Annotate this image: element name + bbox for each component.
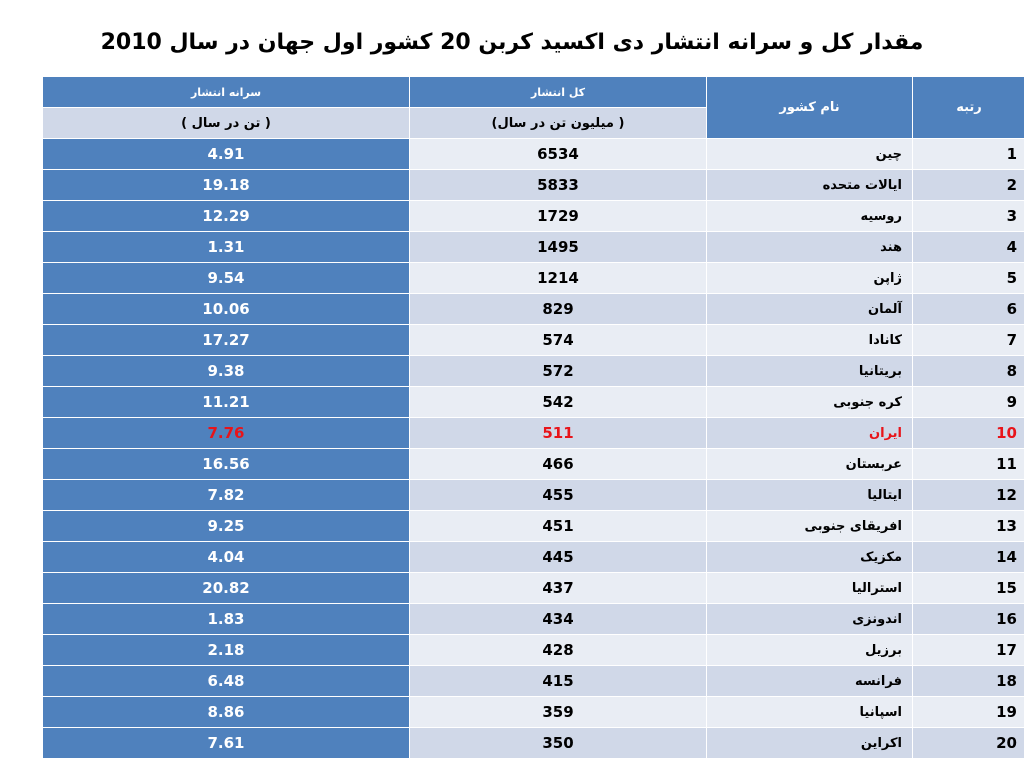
country-cell: اندونزی (707, 604, 913, 635)
country-cell: ایالات متحده (707, 170, 913, 201)
per-capita-cell: 9.25 (43, 511, 410, 542)
table-row (43, 170, 1024, 201)
rank-cell: 20 (913, 728, 1024, 759)
per-capita-cell: 7.61 (43, 728, 410, 759)
table-row (43, 356, 1024, 387)
rank-cell: 3 (913, 201, 1024, 232)
table-row (43, 666, 1024, 697)
per-capita-cell: 7.82 (43, 480, 410, 511)
rank-cell: 11 (913, 449, 1024, 480)
country-cell: ژاپن (707, 263, 913, 294)
country-cell: هند (707, 232, 913, 263)
total-emission-cell: 434 (410, 604, 707, 635)
rank-cell: 8 (913, 356, 1024, 387)
total-emission-cell: 574 (410, 325, 707, 356)
total-emission-cell: 455 (410, 480, 707, 511)
country-cell: آلمان (707, 294, 913, 325)
country-cell: اکراین (707, 728, 913, 759)
table-row (43, 511, 1024, 542)
total-emission-cell: 542 (410, 387, 707, 418)
country-cell: روسیه (707, 201, 913, 232)
table-row (43, 263, 1024, 294)
country-cell: اسپانیا (707, 697, 913, 728)
header-total-unit: ( میلیون تن در سال) (410, 108, 707, 139)
rank-cell: 7 (913, 325, 1024, 356)
per-capita-cell: 1.83 (43, 604, 410, 635)
rank-cell: 4 (913, 232, 1024, 263)
country-cell: برزیل (707, 635, 913, 666)
total-emission-cell: 1214 (410, 263, 707, 294)
rank-cell: 9 (913, 387, 1024, 418)
rank-cell: 15 (913, 573, 1024, 604)
country-cell: استرالیا (707, 573, 913, 604)
per-capita-cell: 11.21 (43, 387, 410, 418)
table-row (43, 728, 1024, 759)
table-row (43, 418, 1024, 449)
rank-cell: 14 (913, 542, 1024, 573)
total-emission-cell: 415 (410, 666, 707, 697)
per-capita-cell: 9.38 (43, 356, 410, 387)
table-row (43, 573, 1024, 604)
per-capita-cell: 12.29 (43, 201, 410, 232)
per-capita-cell: 17.27 (43, 325, 410, 356)
total-emission-cell: 5833 (410, 170, 707, 201)
rank-cell: 6 (913, 294, 1024, 325)
per-capita-cell: 6.48 (43, 666, 410, 697)
country-cell: افریقای جنوبی (707, 511, 913, 542)
table-row (43, 542, 1024, 573)
total-emission-cell: 511 (410, 418, 707, 449)
total-emission-cell: 1729 (410, 201, 707, 232)
total-emission-cell: 466 (410, 449, 707, 480)
rank-cell: 19 (913, 697, 1024, 728)
total-emission-cell: 437 (410, 573, 707, 604)
country-cell: ایران (707, 418, 913, 449)
header-country: نام کشور (707, 77, 913, 139)
country-cell: بریتانیا (707, 356, 913, 387)
header-rank: رتبه (913, 77, 1024, 139)
table-body (43, 139, 1024, 759)
header-per-capita: سرانه انتشار (43, 77, 410, 108)
rank-cell: 2 (913, 170, 1024, 201)
country-cell: چین (707, 139, 913, 170)
per-capita-cell: 8.86 (43, 697, 410, 728)
rank-cell: 1 (913, 139, 1024, 170)
per-capita-cell: 4.04 (43, 542, 410, 573)
table-row (43, 635, 1024, 666)
total-emission-cell: 350 (410, 728, 707, 759)
per-capita-cell: 20.82 (43, 573, 410, 604)
total-emission-cell: 451 (410, 511, 707, 542)
per-capita-cell: 10.06 (43, 294, 410, 325)
country-cell: مکزیک (707, 542, 913, 573)
total-emission-cell: 428 (410, 635, 707, 666)
table-row (43, 387, 1024, 418)
rank-cell: 10 (913, 418, 1024, 449)
per-capita-cell: 9.54 (43, 263, 410, 294)
rank-cell: 13 (913, 511, 1024, 542)
total-emission-cell: 445 (410, 542, 707, 573)
total-emission-cell: 359 (410, 697, 707, 728)
per-capita-cell: 7.76 (43, 418, 410, 449)
total-emission-cell: 1495 (410, 232, 707, 263)
table-row (43, 232, 1024, 263)
table-row (43, 604, 1024, 635)
country-cell: ایتالیا (707, 480, 913, 511)
per-capita-cell: 16.56 (43, 449, 410, 480)
table-row (43, 201, 1024, 232)
rank-cell: 18 (913, 666, 1024, 697)
total-emission-cell: 572 (410, 356, 707, 387)
per-capita-cell: 4.91 (43, 139, 410, 170)
rank-cell: 5 (913, 263, 1024, 294)
table-row (43, 325, 1024, 356)
emissions-table (42, 76, 1024, 759)
country-cell: عربستان (707, 449, 913, 480)
table-row (43, 480, 1024, 511)
rank-cell: 12 (913, 480, 1024, 511)
page-title: مقدار کل و سرانه انتشار دی اکسید کربن 20 کشور اول جهان در سال 2010 (100, 30, 924, 55)
country-cell: کره جنوبی (707, 387, 913, 418)
table-row (43, 697, 1024, 728)
per-capita-cell: 19.18 (43, 170, 410, 201)
per-capita-cell: 2.18 (43, 635, 410, 666)
table-row (43, 139, 1024, 170)
country-cell: فرانسه (707, 666, 913, 697)
table-row (43, 449, 1024, 480)
total-emission-cell: 829 (410, 294, 707, 325)
header-per-capita-unit: ( تن در سال ) (43, 108, 410, 139)
per-capita-cell: 1.31 (43, 232, 410, 263)
header-total: کل انتشار (410, 77, 707, 108)
table-row (43, 294, 1024, 325)
rank-cell: 17 (913, 635, 1024, 666)
rank-cell: 16 (913, 604, 1024, 635)
total-emission-cell: 6534 (410, 139, 707, 170)
country-cell: کانادا (707, 325, 913, 356)
